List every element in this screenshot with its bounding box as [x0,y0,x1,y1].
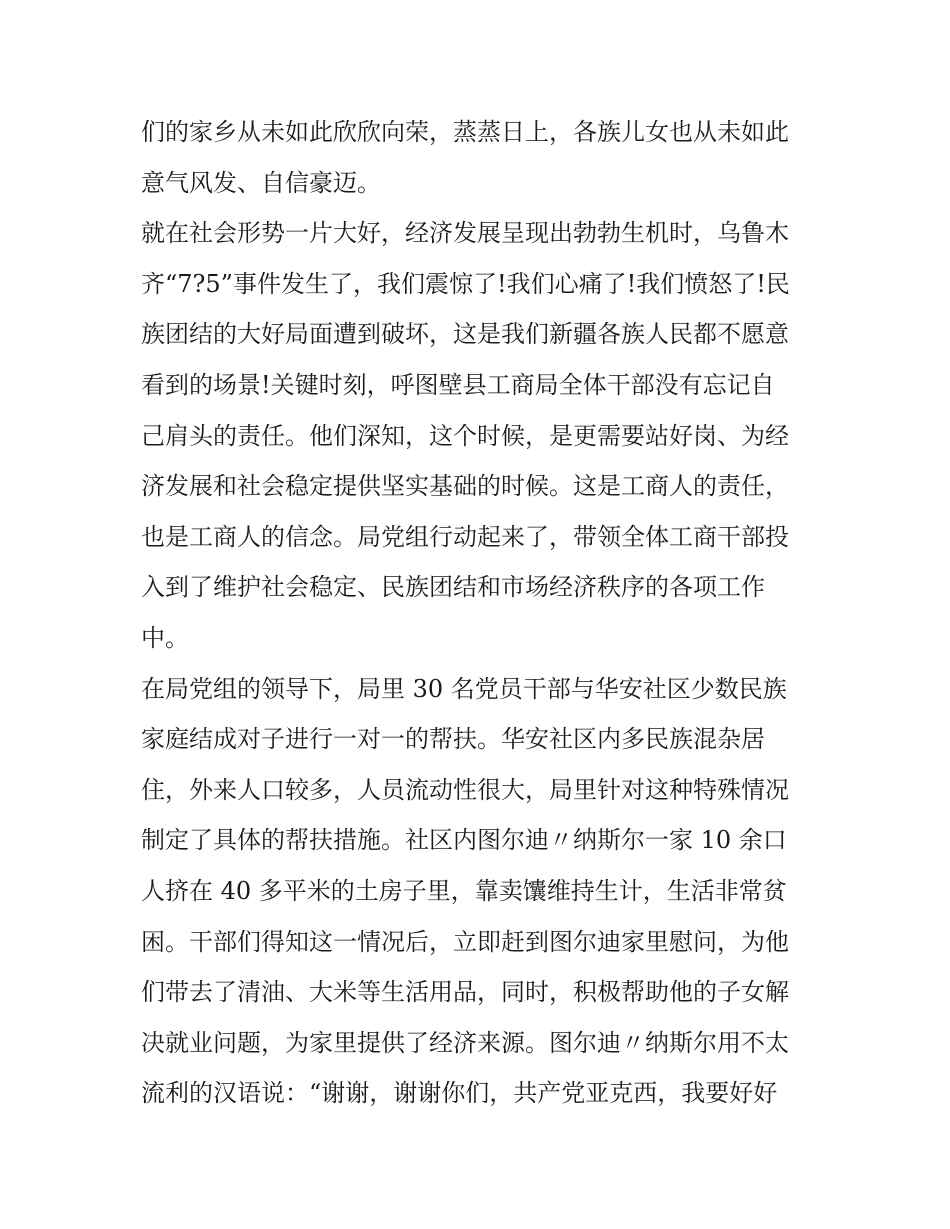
text-line: 看到的场景!关键时刻，呼图壁县工商局全体干部没有忘记自 [141,370,775,399]
text-line: 们的家乡从未如此欣欣向荣，蒸蒸日上，各族儿女也从未如此 [141,118,789,146]
text-line: 家庭结成对子进行一对一的帮扶。华安社区内多民族混杂居 [141,725,765,754]
text-line: 制定了具体的帮扶措施。社区内图尔迪〃纳斯尔一家 10 余口 [141,826,787,855]
text-line: 流利的汉语说：“谢谢，谢谢你们，共产党亚克西，我要好好 [141,1079,778,1108]
text-line: 在局党组的领导下，局里 30 名党员干部与华安社区少数民族 [141,674,787,703]
text-line: 族团结的大好局面遭到破坏，这是我们新疆各族人民都不愿意 [141,320,789,349]
text-line: 人挤在 40 多平米的土房子里，靠卖馕维持生计，生活非常贫 [141,876,787,905]
body-text [141,107,821,1119]
text-line: 齐“7?5”事件发生了，我们震惊了!我们心痛了!我们愤怒了!民 [141,269,790,298]
text-line: 决就业问题，为家里提供了经济来源。图尔迪〃纳斯尔用不太 [141,1028,789,1057]
text-line: 己肩头的责任。他们深知，这个时候，是更需要站好岗、为经 [141,421,789,450]
text-line: 们带去了清油、大米等生活用品，同时，积极帮助他的子女解 [141,978,789,1007]
text-line: 住，外来人口较多，人员流动性很大，局里针对这种特殊情况 [141,775,789,804]
text-line: 中。 [141,623,189,652]
text-line: 就在社会形势一片大好，经济发展呈现出勃勃生机时，乌鲁木 [141,219,789,248]
text-line: 意气风发、自信豪迈。 [141,168,381,197]
text-line: 入到了维护社会稳定、民族团结和市场经济秩序的各项工作 [141,573,765,602]
text-line: 也是工商人的信念。局党组行动起来了，带领全体工商干部投 [141,522,789,551]
text-line: 济发展和社会稳定提供坚实基础的时候。这是工商人的责任， [141,472,789,501]
text-line: 困。干部们得知这一情况后，立即赶到图尔迪家里慰问，为他 [141,927,789,956]
